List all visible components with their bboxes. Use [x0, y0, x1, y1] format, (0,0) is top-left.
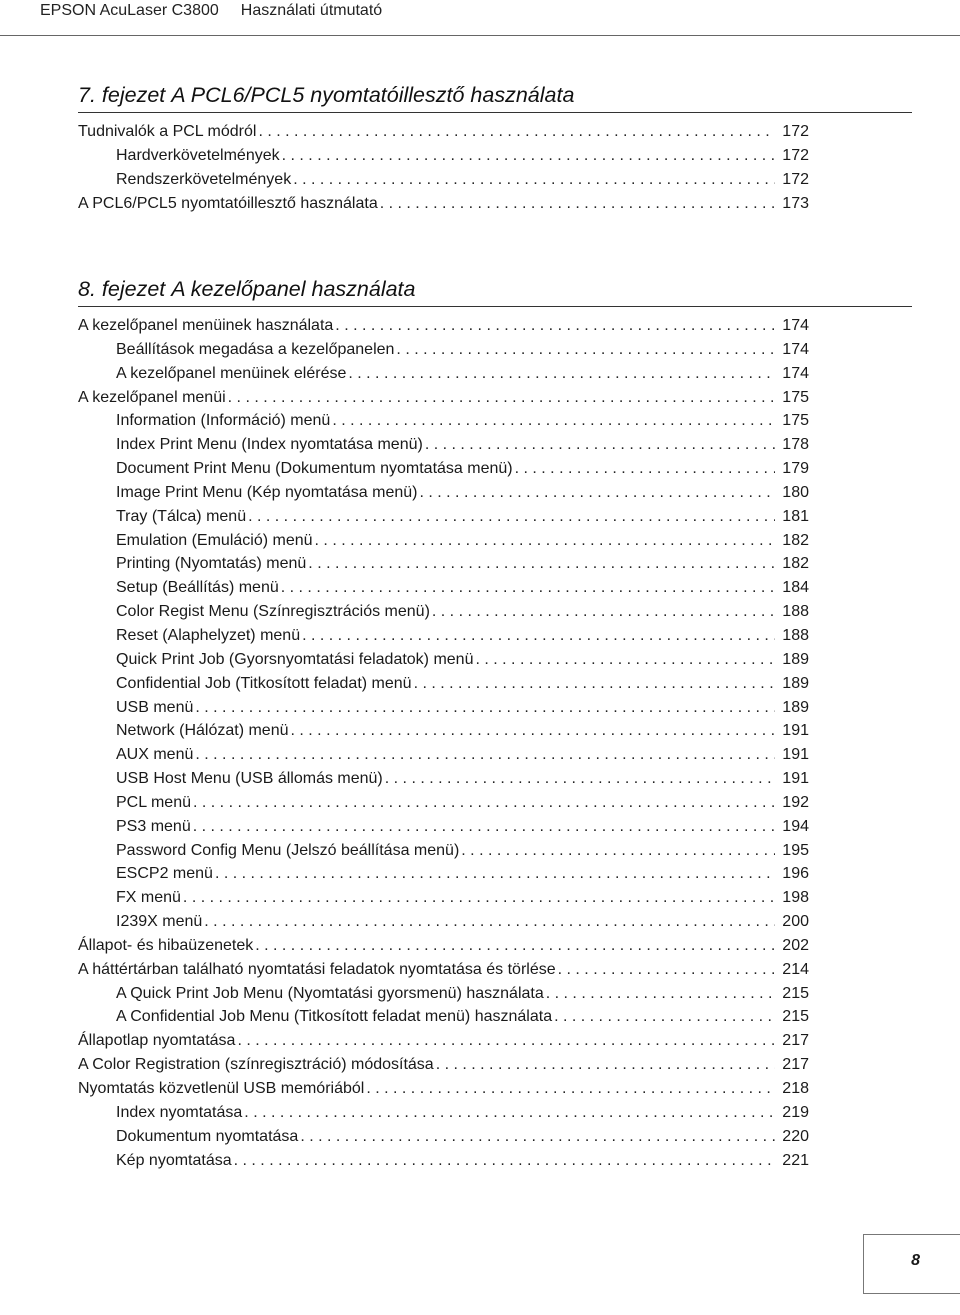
dot-leader — [419, 481, 775, 505]
toc-entry-title: AUX menü — [116, 746, 194, 764]
toc-entry-title: Network (Hálózat) menü — [116, 722, 289, 740]
dot-leader — [332, 409, 775, 433]
toc-entry-title: A kezelőpanel menüinek elérése — [116, 364, 347, 382]
dot-leader — [366, 1077, 775, 1101]
toc-entry-title: Dokumentum nyomtatása — [116, 1127, 299, 1145]
chapter-title — [78, 80, 912, 113]
toc-entry-page: 202 — [782, 936, 809, 954]
toc-entry[interactable] — [78, 815, 809, 839]
guide-title: Használati útmutató — [240, 2, 383, 19]
toc-entry-title: Kép nyomtatása — [116, 1151, 232, 1169]
toc-entry-title: A Quick Print Job Menu (Nyomtatási gyorsmenü) használata — [116, 984, 544, 1002]
toc-entry-page: 195 — [782, 841, 809, 859]
toc-entry[interactable] — [78, 433, 809, 457]
dot-leader — [515, 457, 775, 481]
toc-entry-title: Index Print Menu (Index nyomtatása menü) — [116, 436, 423, 454]
dot-leader — [215, 862, 775, 886]
toc-entry-page: 217 — [782, 1032, 809, 1050]
toc-entry[interactable] — [78, 743, 809, 767]
toc-entry-title: A kezelőpanel menüi — [78, 388, 226, 406]
dot-leader — [237, 1029, 775, 1053]
toc-entry-page: 191 — [782, 722, 809, 740]
dot-leader — [258, 120, 775, 144]
toc-entry-page: 221 — [782, 1151, 809, 1169]
toc-entry[interactable] — [78, 839, 809, 863]
toc-entry[interactable] — [78, 1125, 809, 1149]
toc-entry-page: 200 — [782, 913, 809, 931]
toc-entry-title: Document Print Menu (Dokumentum nyomtatása menü) — [116, 460, 513, 478]
toc-entry-title: A Confidential Job Menu (Titkosított feladat menü) használata — [116, 1008, 553, 1026]
toc-entry-title: A Color Registration (színregisztráció) módosítása — [78, 1056, 434, 1074]
toc-entry-title: Quick Print Job (Gyorsnyomtatási feladatok) menü — [116, 650, 474, 668]
toc-entry[interactable] — [78, 576, 809, 600]
dot-leader — [414, 672, 775, 696]
toc-entry[interactable] — [78, 934, 809, 958]
toc-entry-page: 178 — [782, 436, 809, 454]
toc-entry-page: 175 — [782, 412, 809, 430]
toc-entry[interactable] — [78, 1005, 809, 1029]
toc-entry-page: 172 — [782, 146, 809, 164]
dot-leader — [193, 791, 775, 815]
toc-entry[interactable] — [78, 862, 809, 886]
chapter-name: A kezelőpanel használata — [171, 277, 416, 301]
toc-entry[interactable] — [78, 362, 809, 386]
dot-leader — [385, 767, 775, 791]
chapter-7 — [78, 80, 912, 215]
toc-entry-title: Password Config Menu (Jelszó beállítása menü) — [116, 841, 460, 859]
dot-leader — [195, 696, 775, 720]
dot-leader — [302, 624, 775, 648]
dot-leader — [281, 576, 775, 600]
dot-leader — [425, 433, 775, 457]
toc-entry-page: 196 — [782, 865, 809, 883]
dot-leader — [396, 338, 775, 362]
dot-leader — [255, 934, 775, 958]
toc-entry-page: 172 — [782, 123, 809, 140]
toc-entry[interactable] — [78, 958, 809, 982]
toc-entry[interactable] — [78, 144, 809, 168]
toc-entry-title: Color Regist Menu (Színregisztrációs menü) — [116, 603, 430, 621]
dot-leader — [308, 552, 775, 576]
toc-entry[interactable] — [78, 648, 809, 672]
toc-entry[interactable] — [78, 457, 809, 481]
toc-entry-page: 174 — [782, 340, 809, 358]
dot-leader — [475, 648, 775, 672]
dot-leader — [293, 168, 775, 192]
chapter-label: 7. fejezet — [78, 83, 166, 107]
toc-entry-title: Hardverkövetelmények — [116, 146, 280, 164]
toc-entry-title: Index nyomtatása — [116, 1103, 243, 1121]
toc-entry-page: 215 — [782, 1008, 809, 1026]
dot-leader — [348, 362, 775, 386]
dot-leader — [183, 886, 775, 910]
toc-entry-page: 184 — [782, 579, 809, 597]
dot-leader — [234, 1149, 775, 1173]
toc-entry[interactable] — [78, 600, 809, 624]
dot-leader — [335, 314, 775, 338]
toc-entry[interactable] — [78, 192, 809, 216]
toc-entry-title: PCL menü — [116, 793, 191, 811]
toc-entry-title: Printing (Nyomtatás) menü — [116, 555, 307, 573]
toc-entry[interactable] — [78, 409, 809, 433]
toc-entry-title: A kezelőpanel menüinek használata — [78, 317, 334, 334]
toc-entry-title: A PCL6/PCL5 nyomtatóillesztő használata — [78, 194, 378, 212]
toc-entry[interactable] — [78, 386, 809, 410]
toc-entry-page: 172 — [782, 170, 809, 188]
dot-leader — [291, 719, 776, 743]
toc-entry[interactable] — [78, 624, 809, 648]
toc-entry-page: 179 — [782, 460, 809, 478]
toc-entry[interactable] — [78, 120, 809, 144]
toc-entry-page: 192 — [782, 793, 809, 811]
chapter-name: A PCL6/PCL5 nyomtatóillesztő használata — [171, 83, 575, 107]
dot-leader — [315, 529, 775, 553]
toc-entry-title: Reset (Alaphelyzet) menü — [116, 626, 301, 644]
toc-entry-title: Emulation (Emuláció) menü — [116, 531, 313, 549]
toc-entry-page: 214 — [782, 960, 809, 978]
toc-entry-page: 191 — [782, 746, 809, 764]
toc-entry-title: Beállítások megadása a kezelőpanelen — [116, 340, 395, 358]
dot-leader — [244, 1101, 775, 1125]
toc-entry[interactable] — [78, 505, 809, 529]
toc-entry-page: 189 — [782, 650, 809, 668]
dot-leader — [436, 1053, 775, 1077]
toc-entry-title: Tudnivalók a PCL módról — [78, 123, 257, 140]
chapter-8 — [78, 274, 912, 1172]
toc-entry-page: 218 — [782, 1080, 809, 1097]
toc-entry-title: FX menü — [116, 889, 181, 907]
toc-entry-title: Állapotlap nyomtatása — [78, 1032, 236, 1050]
toc-entry-page: 174 — [782, 364, 809, 382]
dot-leader — [380, 192, 775, 216]
toc-entry-page: 189 — [782, 698, 809, 716]
toc-entry-title: Confidential Job (Titkosított feladat) menü — [116, 674, 412, 692]
toc-entry[interactable] — [78, 767, 809, 791]
toc-entry[interactable] — [78, 1101, 809, 1125]
toc-entry-page: 175 — [782, 388, 809, 406]
toc-entry[interactable] — [78, 1149, 809, 1173]
toc-entry-page: 198 — [782, 889, 809, 907]
dot-leader — [228, 386, 775, 410]
toc-entry-page: 188 — [782, 626, 809, 644]
product-name: EPSON AcuLaser C3800 — [40, 2, 219, 19]
toc-entry[interactable] — [78, 1077, 809, 1101]
chapter-label: 8. fejezet — [78, 277, 166, 301]
toc-entry-page: 181 — [782, 507, 809, 525]
dot-leader — [195, 743, 775, 767]
toc-entry[interactable] — [78, 672, 809, 696]
toc-entry-title: I239X menü — [116, 913, 203, 931]
toc-entry-title: ESCP2 menü — [116, 865, 213, 883]
toc-entry-title: USB menü — [116, 698, 194, 716]
toc-list — [78, 120, 809, 215]
toc-entry-page: 173 — [782, 194, 809, 212]
running-header — [40, 2, 382, 20]
toc-entry[interactable] — [78, 168, 809, 192]
toc-entry[interactable] — [78, 552, 809, 576]
toc-entry[interactable] — [78, 1053, 809, 1077]
dot-leader — [193, 815, 775, 839]
page-number-tab — [863, 1234, 960, 1294]
toc-entry-title: Setup (Beállítás) menü — [116, 579, 279, 597]
toc-entry-page: 217 — [782, 1056, 809, 1074]
toc-entry-title: Rendszerkövetelmények — [116, 170, 292, 188]
dot-leader — [282, 144, 775, 168]
toc-entry[interactable] — [78, 314, 809, 338]
toc-entry-page: 188 — [782, 603, 809, 621]
toc-entry-title: Állapot- és hibaüzenetek — [78, 936, 254, 954]
toc-entry-title: Information (Információ) menü — [116, 412, 331, 430]
toc-entry[interactable] — [78, 529, 809, 553]
dot-leader — [461, 839, 775, 863]
dot-leader — [248, 505, 775, 529]
toc-entry-page: 182 — [782, 531, 809, 549]
toc-entry-page: 219 — [782, 1103, 809, 1121]
dot-leader — [204, 910, 775, 934]
toc-entry-page: 180 — [782, 483, 809, 501]
dot-leader — [558, 958, 775, 982]
toc-entry-page: 174 — [782, 317, 809, 334]
page-number: 8 — [911, 1252, 920, 1269]
dot-leader — [554, 1005, 775, 1029]
header-rule — [0, 35, 960, 36]
toc-entry-page: 220 — [782, 1127, 809, 1145]
toc-entry[interactable] — [78, 982, 809, 1006]
toc-entry[interactable] — [78, 481, 809, 505]
toc-entry-title: A háttértárban található nyomtatási feladatok nyomtatása és törlése — [78, 960, 556, 978]
chapter-title — [78, 274, 912, 307]
toc-list — [78, 314, 809, 1172]
toc-entry[interactable] — [78, 791, 809, 815]
toc-entry-title: Tray (Tálca) menü — [116, 507, 247, 525]
toc-entry[interactable] — [78, 338, 809, 362]
dot-leader — [300, 1125, 775, 1149]
toc-entry-page: 182 — [782, 555, 809, 573]
toc-entry-title: PS3 menü — [116, 817, 191, 835]
dot-leader — [432, 600, 775, 624]
toc-entry-page: 215 — [782, 984, 809, 1002]
toc-entry-title: USB Host Menu (USB állomás menü) — [116, 770, 383, 788]
toc-entry-title: Nyomtatás közvetlenül USB memóriából — [78, 1080, 365, 1097]
toc-entry-page: 194 — [782, 817, 809, 835]
toc-entry-page: 189 — [782, 674, 809, 692]
toc-entry[interactable] — [78, 910, 809, 934]
toc-entry-page: 191 — [782, 770, 809, 788]
toc-entry[interactable] — [78, 719, 809, 743]
toc-entry[interactable] — [78, 1029, 809, 1053]
dot-leader — [546, 982, 775, 1006]
toc-entry[interactable] — [78, 696, 809, 720]
toc-entry[interactable] — [78, 886, 809, 910]
toc-entry-title: Image Print Menu (Kép nyomtatása menü) — [116, 483, 418, 501]
